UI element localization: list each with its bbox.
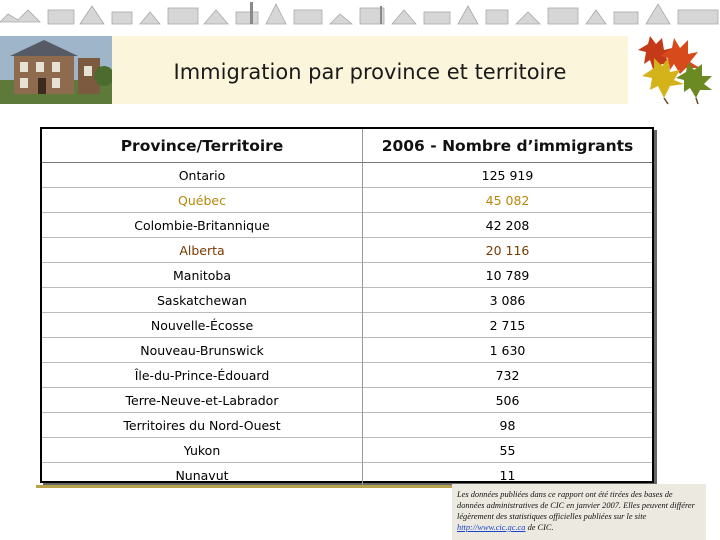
cic-link[interactable]: http://www.cic.gc.ca xyxy=(457,523,526,532)
source-note-text: Les données publiées dans ce rapport ont été tirées des bases de données administratives de CIC en janvier 2007. Elles peuvent différer légèrement des statistiques officielles publiées sur le site xyxy=(457,490,695,521)
province-cell: Territoires du Nord-Ouest xyxy=(42,413,363,438)
table-row xyxy=(42,188,652,213)
count-cell: 20 116 xyxy=(363,238,653,263)
table-row xyxy=(42,263,652,288)
table-row xyxy=(42,338,652,363)
count-cell: 45 082 xyxy=(363,188,653,213)
province-cell: Île-du-Prince-Édouard xyxy=(42,363,363,388)
table-row xyxy=(42,388,652,413)
page-title: Immigration par province et territoire xyxy=(173,60,567,84)
province-cell: Québec xyxy=(42,188,363,213)
building-photo xyxy=(0,36,112,104)
province-cell: Nunavut xyxy=(42,463,363,488)
table-row xyxy=(42,288,652,313)
count-cell: 3 086 xyxy=(363,288,653,313)
province-cell: Manitoba xyxy=(42,263,363,288)
count-cell: 732 xyxy=(363,363,653,388)
province-cell: Yukon xyxy=(42,438,363,463)
province-cell: Terre-Neuve-et-Labrador xyxy=(42,388,363,413)
decorative-top-border xyxy=(0,0,720,30)
table-row xyxy=(42,413,652,438)
count-cell: 10 789 xyxy=(363,263,653,288)
province-cell: Saskatchewan xyxy=(42,288,363,313)
table-header-row xyxy=(42,129,652,163)
source-note-suffix: de CIC. xyxy=(527,523,554,532)
count-cell: 125 919 xyxy=(363,163,653,188)
immigration-table xyxy=(40,127,654,483)
header-province: Province/Territoire xyxy=(42,129,363,163)
count-cell: 506 xyxy=(363,388,653,413)
count-cell: 98 xyxy=(363,413,653,438)
count-cell: 1 630 xyxy=(363,338,653,363)
count-cell: 11 xyxy=(363,463,653,488)
count-cell: 55 xyxy=(363,438,653,463)
province-cell: Ontario xyxy=(42,163,363,188)
table-row xyxy=(42,363,652,388)
count-cell: 2 715 xyxy=(363,313,653,338)
table-row xyxy=(42,213,652,238)
table-row xyxy=(42,438,652,463)
divider-line xyxy=(36,485,456,488)
table-row xyxy=(42,313,652,338)
province-cell: Alberta xyxy=(42,238,363,263)
maple-leaves-icon xyxy=(624,34,720,106)
count-cell: 42 208 xyxy=(363,213,653,238)
table-row xyxy=(42,163,652,188)
province-cell: Colombie-Britannique xyxy=(42,213,363,238)
province-cell: Nouvelle-Écosse xyxy=(42,313,363,338)
header-count: 2006 - Nombre d’immigrants xyxy=(363,129,653,163)
province-cell: Nouveau-Brunswick xyxy=(42,338,363,363)
source-note xyxy=(452,484,706,540)
table-row xyxy=(42,238,652,263)
